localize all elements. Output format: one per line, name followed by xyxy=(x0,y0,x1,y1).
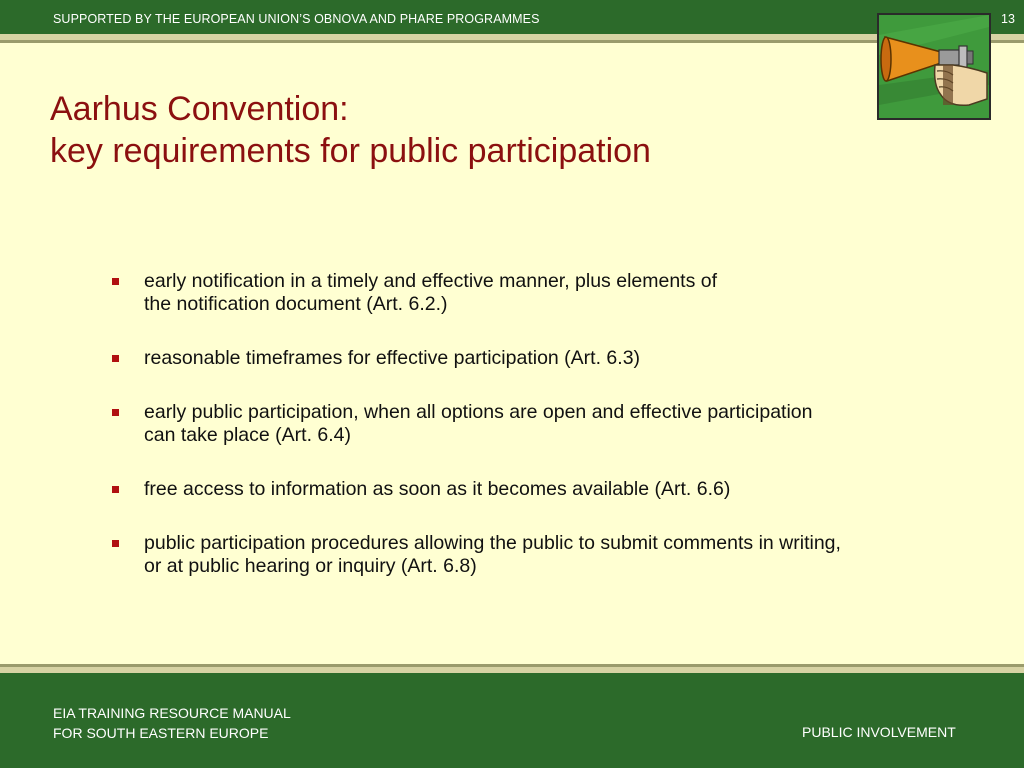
page-number: 13 xyxy=(1001,12,1015,26)
header-divider-shadow xyxy=(0,40,1024,43)
footer-section-label: PUBLIC INVOLVEMENT xyxy=(802,724,956,740)
footer-line-1: EIA TRAINING RESOURCE MANUAL xyxy=(53,705,291,721)
bullet-marker xyxy=(112,540,119,547)
list-item xyxy=(112,401,962,447)
bullet-text-line-1: public participation procedures allowing the public to submit comments in writing, xyxy=(144,532,841,554)
bullet-marker xyxy=(112,486,119,493)
bullet-marker xyxy=(112,278,119,285)
list-item xyxy=(112,270,962,316)
bullet-text-line-1: early notification in a timely and effective manner, plus elements of xyxy=(144,270,718,292)
bullet-text-line-1: early public participation, when all options are open and effective participation xyxy=(144,401,813,423)
bullet-text-line-1: reasonable timeframes for effective participation (Art. 6.3) xyxy=(144,347,641,369)
list-item xyxy=(112,347,962,370)
bullet-text-line-1: free access to information as soon as it becomes available (Art. 6.6) xyxy=(144,478,731,500)
page-title xyxy=(50,88,651,172)
title-line-2: key requirements for public participation xyxy=(50,132,651,170)
footer-line-2: FOR SOUTH EASTERN EUROPE xyxy=(53,725,269,741)
header-text: SUPPORTED BY THE EUROPEAN UNION’S OBNOVA AND PHARE PROGRAMMES xyxy=(53,12,540,26)
logo xyxy=(877,13,991,120)
title-line-1: Aarhus Convention: xyxy=(50,90,349,128)
bullet-marker xyxy=(112,355,119,362)
bullet-text-line-2: or at public hearing or inquiry (Art. 6.8) xyxy=(144,555,477,577)
bullet-text-line-2: can take place (Art. 6.4) xyxy=(144,424,352,446)
bullet-marker xyxy=(112,409,119,416)
bullet-text-line-2: the notification document (Art. 6.2.) xyxy=(144,293,448,315)
footer-manual-title xyxy=(53,703,291,743)
list-item xyxy=(112,478,962,501)
megaphone-icon xyxy=(879,15,989,118)
bullet-list xyxy=(112,270,962,609)
list-item xyxy=(112,532,962,578)
